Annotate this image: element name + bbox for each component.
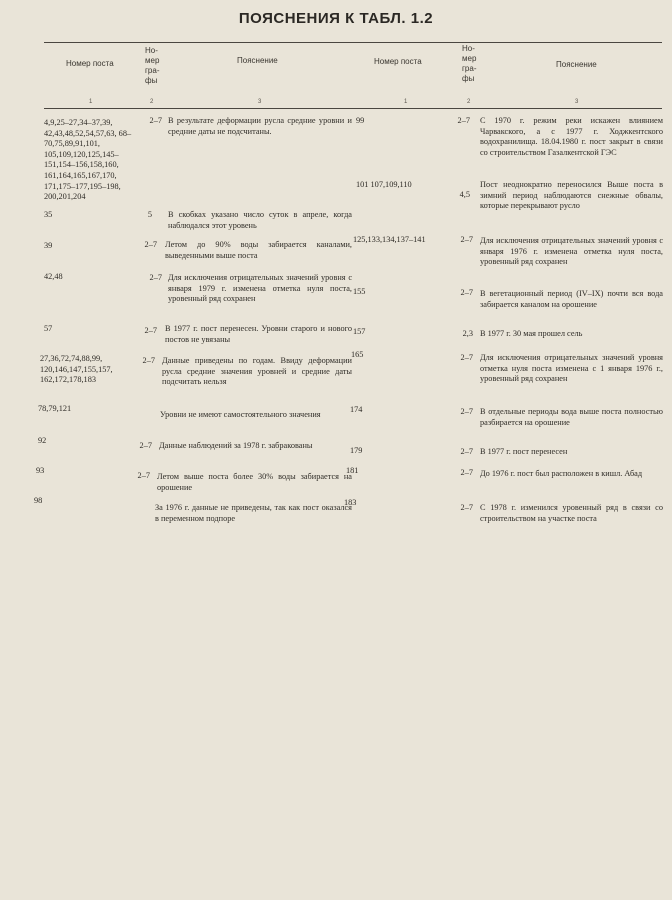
header-graph-right: Но- мер гра- фы [462, 44, 477, 83]
explanation: Летом до 90% воды забирается каналами, выведенными выше поста [165, 240, 352, 260]
explanation: Данные наблюдений за 1978 г. забракованы [159, 441, 313, 450]
explanation: В 1977 г. пост перенесен [480, 447, 568, 456]
post-number: 165 [351, 350, 364, 359]
explanation: Для исключения отрицательных значений уровня отметка нуля поста изменена с 1 января 1976 г., уровенный ряд сохранен [480, 353, 663, 384]
graph-number: 2–7 [137, 471, 150, 480]
col-number-3-left: 3 [258, 99, 262, 105]
graph-number: 2–7 [460, 503, 473, 512]
header-post-left: Номер поста [66, 59, 114, 68]
graph-number: 2–7 [144, 240, 157, 249]
header-bottom-rule [44, 108, 662, 109]
header-post-right: Номер поста [374, 57, 422, 66]
explanation: С 1970 г. режим реки искажен влиянием Чарвакского, а с 1977 г. Ходжкентского водохранилища. 18.04.1980 г. пост закрыт в связи со строительством Газалкентской ГЭС [480, 116, 663, 157]
post-number: 57 [44, 324, 53, 333]
graph-number: 2–7 [460, 407, 473, 416]
explanation: Пост неоднократно переносился Выше поста в зимний период наблюдаются снежные обвалы, которые перекрывают русло [480, 180, 663, 211]
post-number: 42,48 [44, 272, 63, 281]
explanation: С 1978 г. изменился уровенный ряд в связи со строительством на участке поста [480, 503, 663, 523]
post-number: 99 [356, 116, 365, 125]
explanation: За 1976 г. данные не приведены, так как пост оказался в переменном подпоре [155, 503, 352, 523]
explanation: В 1977 г. пост перенесен. Уровни старого и нового постов не увязаны [165, 324, 352, 344]
header-expl-left: Пояснение [237, 56, 278, 65]
graph-number: 2,3 [462, 329, 473, 338]
post-number: 27,36,72,74,88,99, 120,146,147,155,157, 162,172,178,183 [40, 354, 113, 385]
col-number-3-right: 3 [575, 99, 579, 105]
post-number: 174 [350, 405, 363, 414]
graph-number: 2–7 [460, 235, 473, 244]
graph-number: 2–7 [149, 116, 162, 125]
header-top-rule [44, 42, 662, 43]
explanation: В отдельные периоды вода выше поста полностью разбирается на орошение [480, 407, 663, 427]
explanation: В результате деформации русла средние уровни и средние даты не подсчитаны. [168, 116, 352, 136]
graph-number: 2–7 [457, 116, 470, 125]
post-number: 179 [350, 446, 363, 455]
post-number: 98 [34, 496, 43, 505]
graph-number: 2–7 [460, 353, 473, 362]
explanation: В вегетационный период (IV–IX) почти вся вода забирается каналом на орошение [480, 289, 663, 309]
col-number-1-right: 1 [404, 99, 408, 105]
graph-number: 5 [147, 210, 152, 219]
graph-number: 2–7 [460, 447, 473, 456]
explanation: Данные приведены по годам. Ввиду деформации русла средние значения уровней и средние даты подсчитать нельзя [162, 356, 352, 387]
post-number: 92 [38, 436, 47, 445]
post-number: 35 [44, 210, 53, 219]
graph-number: 2–7 [142, 356, 155, 365]
graph-number: 2–7 [144, 326, 157, 335]
graph-number: 4,5 [459, 190, 470, 199]
graph-number: 2–7 [460, 468, 473, 477]
explanation: Для исключения отрицательных значений уровня с января 1979 г. изменена отметка нуля поста, уровенный ряд сохранен [168, 273, 352, 304]
post-number: 78,79,121 [38, 404, 72, 413]
header-graph-left: Но- мер гра- фы [145, 46, 160, 85]
col-number-2-left: 2 [150, 99, 154, 105]
col-number-2-right: 2 [467, 99, 471, 105]
post-number: 183 [344, 498, 357, 507]
post-number: 4,9,25–27,34–37,39, 42,43,48,52,54,57,63, 68–70,75,89,91,101, 105,109,120,125,145– 151,154–156,158,160, 161,164,165,167,170, 171,175–177,195–198, 200,201,204 [44, 118, 132, 202]
explanation: Для исключения отрицательных значений уровня с января 1976 г. изменена отметка нуля поста, уровенный ряд сохранен [480, 236, 663, 267]
explanation: До 1976 г. пост был расположен в кишл. Абад [480, 469, 643, 478]
col-number-1-left: 1 [89, 99, 93, 105]
post-number: 125,133,134,137–141 [353, 235, 426, 244]
explanation: В скобках указано число суток в апреле, когда наблюдался этот уровень [168, 210, 352, 230]
graph-number: 2–7 [149, 273, 162, 282]
post-number: 101 107,109,110 [356, 180, 412, 189]
header-expl-right: Пояснение [556, 60, 597, 69]
explanation: В 1977 г. 30 мая прошел сель [480, 329, 583, 338]
graph-number: 2–7 [139, 441, 152, 450]
post-number: 39 [44, 241, 53, 250]
explanation: Уровни не имеют самостоятельного значения [160, 410, 321, 419]
page-title: ПОЯСНЕНИЯ К ТАБЛ. 1.2 [238, 10, 434, 27]
post-number: 93 [36, 466, 45, 475]
graph-number: 2–7 [460, 288, 473, 297]
post-number: 157 [353, 327, 366, 336]
post-number: 155 [353, 287, 366, 296]
post-number: 181 [346, 466, 359, 475]
explanation: Летом выше поста более 30% воды забирается на орошение [157, 472, 352, 492]
